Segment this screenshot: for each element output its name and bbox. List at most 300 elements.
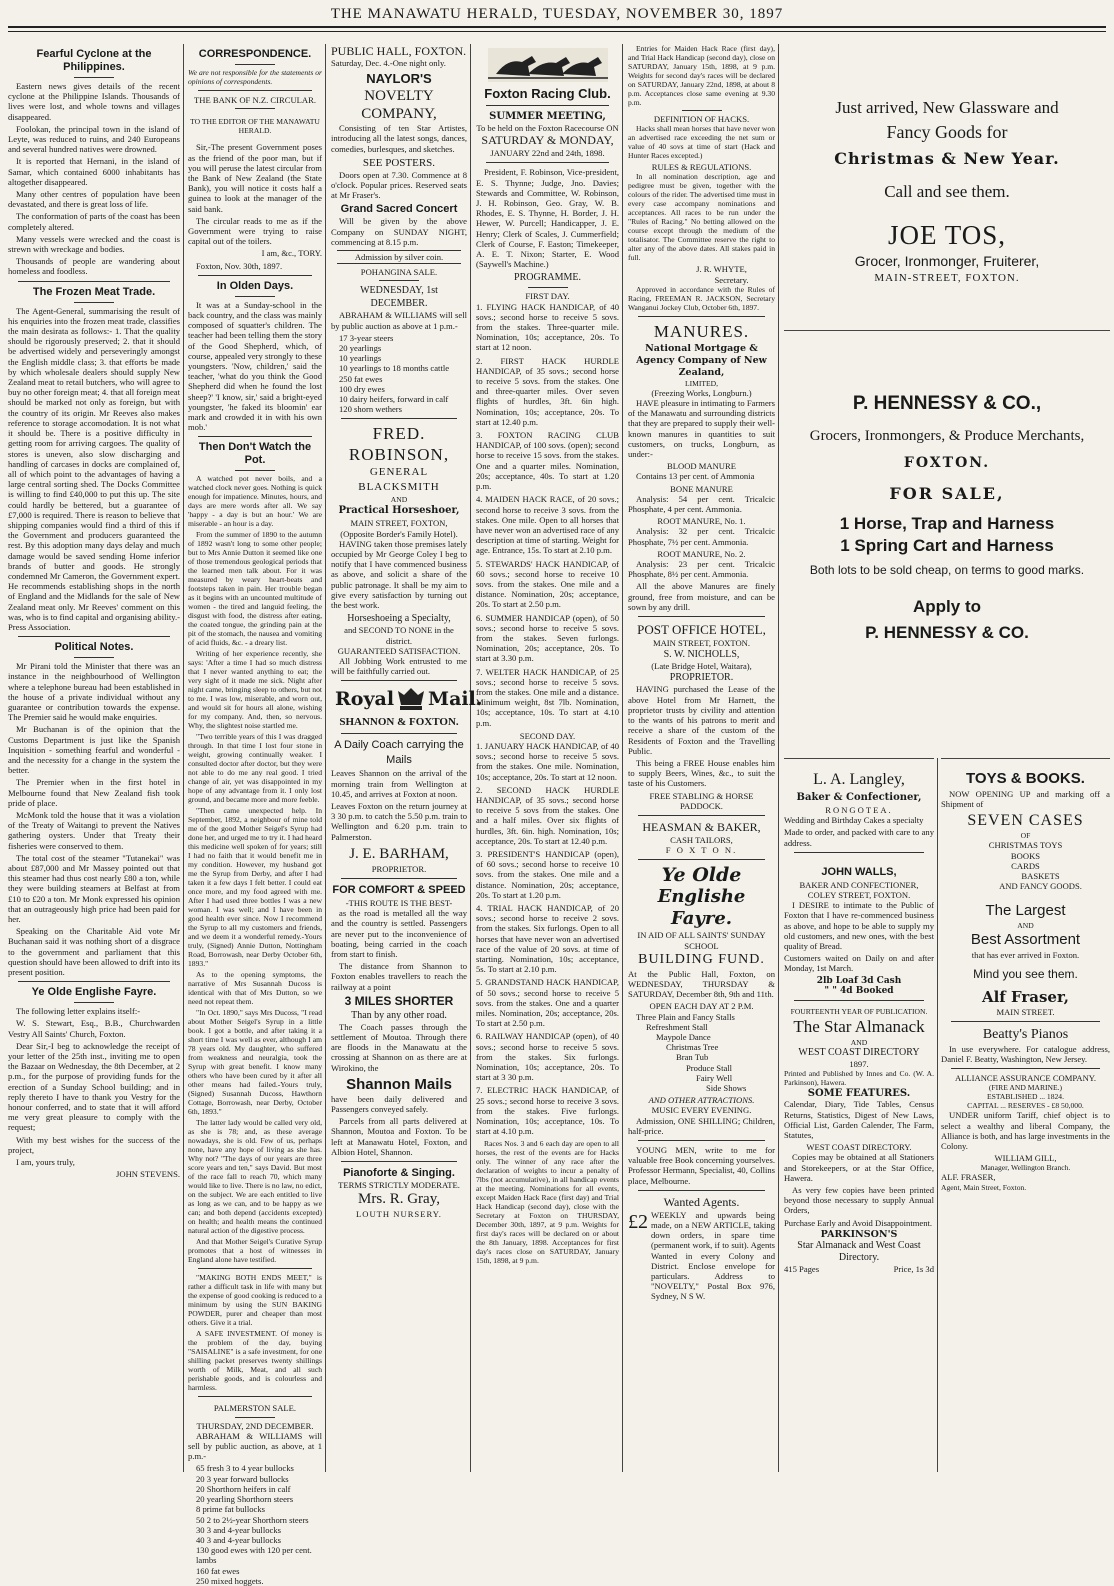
glassware-line1: Just arrived, New Glassware and xyxy=(835,98,1059,117)
article-paragraph: It is reported that Hernani, in the island of Samar, which contained 6000 inhabitants has altogether disappeared. xyxy=(8,156,180,187)
divider xyxy=(235,296,275,297)
proprietor-label: PROPRIETOR. xyxy=(371,863,427,874)
headline-cyclone: Fearful Cyclone at the Philippines. xyxy=(36,48,152,73)
article-paragraph: Writing of her experience recently, she says: 'After a time I had so much distress that I never wanted anything to eat; the very sight of it made me sick. Night after night came, bringing sleep to others, but not to me. I was low, miserable, and worn out, and would sit for hours all alone, wishing for my company. And, then, so nervous. Why, the slightest noise startled me. xyxy=(188,649,322,731)
first-day: FIRST DAY. xyxy=(525,291,570,302)
fayre-aid: IN AID OF ALL SAINTS' SUNDAY SCHOOL xyxy=(637,930,766,951)
terms-moderate: TERMS STRICTLY MODERATE. xyxy=(338,1180,460,1190)
column-divider-2 xyxy=(325,44,326,1472)
list-item: 250 mixed hoggets. xyxy=(196,1575,264,1586)
gill-title: Manager, Wellington Branch. xyxy=(980,1163,1071,1173)
manure-footer: All the above Manures are finely ground, free from moisture, and can be sown by any drill. xyxy=(628,581,775,612)
letter-address: TO THE EDITOR OF THE MANAWATU HERALD. xyxy=(190,116,320,135)
established: ESTABLISHED ... 1824. xyxy=(986,1092,1065,1102)
sacred-concert-text: Will be given by the above Company on SUNDAY NIGHT, commencing at 8.15 p.m. xyxy=(331,216,467,247)
naylor-title: NAYLOR'S xyxy=(366,71,432,87)
column-news xyxy=(8,44,180,1472)
christmas-new-year: Christmas & New Year. xyxy=(834,149,1060,168)
article-paragraph: McMonk told the house that it was a violation of the Treaty of Waitangi to prevent the Natives gathering oysters. Under that Treaty their fisheries were conserved to them. xyxy=(8,810,180,851)
royal-crest-icon xyxy=(394,685,428,713)
divider xyxy=(74,302,114,303)
post-office-hotel: POST OFFICE HOTEL, xyxy=(637,622,766,638)
list-item: Maypole Dance xyxy=(656,1031,711,1042)
list-item: 10 dairy heifers, forward in calf xyxy=(339,394,449,405)
road-text: as the road is metalled all the way and the country is settled. Passengers are never put to the inconvenience of boating, being carried in the coach from start to finish. xyxy=(331,908,467,959)
divider xyxy=(951,1021,1100,1022)
headline-olden-days: In Olden Days. xyxy=(216,279,294,292)
admission-note: Admission by silver coin. xyxy=(337,250,461,264)
list-item: 20 Shorthorn heifers in calf xyxy=(196,1483,291,1494)
article-paragraph: As to the opening symptoms, the narrative of Mrs Susannah Ducoss is identical with that of Mrs Dutton, so we need not repeat them. xyxy=(188,970,322,1007)
first-day-races xyxy=(476,302,619,728)
article-paragraph: From the summer of 1890 to the autumn of 1892 wasn't long to some other people; but to Mrs Annie Dutton it seemed like one of those tremendous geological periods that the learned men talk about. For it was measured by weary heart-beats and footsteps taken in pain. Her trouble began as it begins with an uncounted multitude of women - the tired and languid feeling, the disgust with food, the distress after eating, the coated tongue, the grinding pain at the pit of the stomach, the nausea and vomiting of acid fluids, &c. - a dreary list. xyxy=(188,530,322,648)
sacred-concert: Grand Sacred Concert xyxy=(340,203,458,216)
fayre-open: OPEN EACH DAY AT 2 P.M. xyxy=(649,1001,754,1012)
public-hall-title: PUBLIC HALL, FOXTON. xyxy=(331,44,467,58)
article-paragraph: The Agent-General, summarising the result of his enquiries into the frozen meat trade, classifies the main desirata as follows:- 1. That the quality should be rigorously preserved; 2. that it should be advertised widely and perseveringly amongst the English middle class; 3. that efforts be made by which wholesale dealers should supply New Zealand meat to retail butchers, who will agree to buy no other foreign meat; 4. that all foreign meat should be marked not only as foreign, but with the country of its origin. Mr Reeves also makes reference to storage accomodation. It is not what it should be. There is a positive difficulty in getting room for arriving cargoes. The quality of stores is uneven, also slow discharging and handling of carcases in docks are complained of, all of which point to the advantages of having a large central sorting shed. The Docks Committee is willing to find £40,000 to put this up. The site could hardly be bettered, but a guarantee of £7,000 is required. There is reason to believe that shipping companies would find a third of this if the Government and producers guaranteed the rest. By this adoption many days delay and much damage would be saved sending Home inferior brands of butter and goods. He strongly condemned Mr Cameron, the Government expert. He recommends establishing shops in the north of England and the Midlands for the sale of New Zealand meat only. Mr Reeves' comment on this was, who is to find capital and organising ability.- Press Association. xyxy=(8,305,180,632)
for-sale: FOR SALE, xyxy=(889,484,1005,503)
copies-text: Copies may be obtained at all Stationers and Storekeepers, or at the Star Office, Hawera. xyxy=(784,1152,934,1183)
race-entry: 7. ELECTRIC HACK HANDICAP, of 25 sovs.; second horse to receive 3 sovs. from the stakes. Five furlongs. Nomination, 10s; acceptance, 10s. To start at 4.10 p.m. xyxy=(476,1085,619,1137)
fred-text: HAVING taken those premises lately occupied by Mr George Coley I beg to notify that I have commenced business as above, and solicit a share of the public patronage. It shall be my aim to give every satisfaction by turning out the best work. xyxy=(331,538,467,611)
manure-analysis: Analysis: 54 per cent. Tricalcic Phosphate, 4 per cent. Ammonia. xyxy=(628,493,775,515)
walls-address: COLEY STREET, FOXTON. xyxy=(807,890,911,901)
divider xyxy=(951,1068,1100,1069)
column-ads-3 xyxy=(784,758,934,1472)
rules-title: RULES & REGULATIONS. xyxy=(651,162,752,173)
secretary-name: J. R. WHYTE, xyxy=(696,264,747,275)
music-evening: MUSIC EVERY EVENING. xyxy=(651,1105,752,1116)
race-entry: 1. FLYING HACK HANDICAP, of 40 sovs.; second horse to receive 5 sovs. from the stakes. Three-quarter mile. Nomination, 10s; acceptance, 20s. To start at 12 noon. xyxy=(476,301,619,353)
ye-olde: Ye Olde xyxy=(661,864,742,887)
divider xyxy=(528,287,568,288)
race-footnote: Races Nos. 3 and 6 each day are open to all horses, the rest of the events are for Hacks only. The winner of any race after the declaration of weights to incur a penalty of 7lbs (not accumulative), in all handicap events at the meeting. Nominations for all events, except Maiden Hack Race (first day) and Trial Hack Handicap (second day), close with the Secretary at Foxton on THURSDAY, December 30th, 1897, at 9 p.m. Weights for first day's races will be declared on or about the 8th January, 1898. Acceptances for first day's races close on SATURDAY, January 15th, 1898, at 9 p.m. xyxy=(476,1139,619,1266)
divider xyxy=(638,815,765,816)
langley-town: RONGOTEA. xyxy=(825,805,893,815)
divider xyxy=(794,852,924,853)
free-stabling: FREE STABLING & HORSE PADDOCK. xyxy=(649,790,754,811)
second-day: SECOND DAY. xyxy=(519,730,576,741)
divider xyxy=(18,281,170,282)
list-item: Fairy Well xyxy=(696,1072,733,1083)
article-paragraph: Eastern news gives details of the recent cyclone at the Philippine Islands. Thousands of lives were lost, and whole towns and villages disappeared. xyxy=(8,81,180,122)
almanack-year: 1897. xyxy=(849,1059,869,1070)
programme-title: PROGRAMME. xyxy=(514,272,581,284)
royal-mail-banner xyxy=(335,685,483,713)
race-days: SATURDAY & MONDAY, xyxy=(481,133,614,148)
article-paragraph: Mr Buchanan is of the opinion that the Customs Department is just like the Spanish Inquisition - something fearful and wonderful - and the necessity for a change in the system the better. xyxy=(8,724,180,776)
race-entry: 3. PRESIDENT'S HANDICAP (open), of 60 sovs.; second horse to receive 10 sovs. from the stakes. One mile and a distance. Nomination, 20s; acceptance, 20s. To start at 1.20 p.m. xyxy=(476,849,619,900)
wanted-text: WEEKLY and upwards being made, on a NEW ARTICLE, taking down orders, in spare time (permanent work, if to suit). Agents Wanted in every Colony and District. Enclose envelope for particulars. Address to "NOVELTY," Postal Box 976, Sydney, N S W. xyxy=(651,1209,775,1302)
advertisement-text: "MAKING BOTH ENDS MEET," is rather a difficult task in life with many but the expense of good cooking is reduced to a minimum by using the SUN BAKING POWDER, purer and cheaper than most others. Give it a trial. xyxy=(188,1273,322,1328)
fourteenth-year: FOURTEENTH YEAR OF PUBLICATION. xyxy=(790,1007,928,1017)
rules-text: In all nomination description, age and pedigree must be given, together with the colours of the rider. The advertised time must in every case accompany nominations and acceptances. All races to be run under the "Rules of Racing." No betting allowed on the course except through the medium of the totalisator. The Committee reserve the right to alter any of the above dates. All stakes paid in full. xyxy=(628,172,775,263)
naylor-description: Consisting of ten Star Artistes, introducing all the latest songs, dances, comedies, burlesques, and sketches. xyxy=(331,123,467,154)
joe-trades: Grocer, Ironmonger, Fruiterer, xyxy=(854,253,1040,269)
public-hall-date: Saturday, Dec. 4.-One night only. xyxy=(331,58,446,68)
hotel-text: HAVING purchased the Lease of the above Hotel from Mr Harnett, the proprietor trusts by civility and attention to the wants of his patrons to merit and receive a share of the custom of the Residents of Foxton and the Travelling Public. xyxy=(628,684,775,756)
article-paragraph: The circular reads to me as if the Government were trying to raise capital out of the toilers. xyxy=(188,215,322,247)
divider xyxy=(486,162,609,163)
hennessy-ad xyxy=(784,330,1110,644)
divider xyxy=(638,616,765,617)
call-see: Call and see them. xyxy=(884,182,1010,201)
divider xyxy=(198,90,312,91)
purchase-early: Purchase Early and Avoid Disappointment. xyxy=(784,1217,933,1228)
manure-name: ROOT MANURE, No. 2. xyxy=(657,548,746,559)
column-divider-5 xyxy=(778,44,779,1472)
manure-analysis: Contains 13 per cent. of Ammonia xyxy=(636,471,755,482)
apply-to: Apply to xyxy=(913,597,981,616)
palmerston-sale-date: THURSDAY, 2ND DECEMBER. xyxy=(196,1420,314,1431)
star-and: AND xyxy=(850,1038,868,1048)
article-paragraph: The total cost of the steamer "Tutanekai" was about £87,000 and Mr Massey pointed out that this steamer had thus cost nearly £80 a ton, while they were building steamers at Belfast at from £10 to £20 a ton. Mr Monk expressed his opinion that an outrageously high price had been paid for her. xyxy=(8,852,180,925)
masthead-rule-top xyxy=(8,26,1106,28)
article-paragraph: The following letter explains itself:- xyxy=(16,1006,141,1017)
baskets-label: BASKETS xyxy=(1021,871,1060,882)
racing-club-title: Foxton Racing Club. xyxy=(484,86,611,101)
list-item: 120 shorn wethers xyxy=(339,404,403,415)
column-correspondence xyxy=(188,44,322,1586)
headline-watch-pot: Then Don't Watch the Pot. xyxy=(198,441,312,467)
divider xyxy=(198,275,312,276)
article-paragraph: "In Oct. 1890," says Mrs Ducoss, "I read about Mother Seigel's Syrup in a little book. I got a bottle, and after taking it a short time I was well as ever, although I am 78 years old. My daughter, who suffered from weakness and neuralgia, took the Syrup with great benefit. I know many others who have been cured by it after all other means had failed.-Yours truly, (Signed) Susannah Ducoss, Hawthorn Cottage, Borrowash, near Derby, October 6th, 1893." xyxy=(188,1008,322,1117)
list-item: 50 2 to 2½-year Shorthorn steers xyxy=(196,1514,309,1525)
horse-trap: 1 Horse, Trap and Harness xyxy=(839,514,1055,533)
divider xyxy=(341,733,457,734)
manure-analysis: Analysis: 23 per cent. Tricalcic Phosphate, 8½ per cent. Ammonia. xyxy=(628,559,775,580)
manures-title: MANURES. xyxy=(653,321,750,341)
parkinsons: PARKINSON'S xyxy=(820,1228,898,1240)
royal-label: Royal xyxy=(335,688,395,711)
race-entry: 6. SUMMER HANDICAP (open), of 50 sovs.; second horse to receive 5 sovs. from the stakes. Seven furlongs. Nomination, 20s; acceptance, 20s. To start at 3.30 p.m. xyxy=(476,612,619,664)
entries-note: Entries for Maiden Hack Race (first day), and Trial Hack Handicap (second day), close on SATURDAY, January 15th, 1898, at 9 p.m. Weights for second day's races will be declared on SATURDAY, January 22nd, 1898, at about 8 p.m. Acceptances close same evening at 9.30 p.m. xyxy=(628,44,775,107)
second-day-races xyxy=(476,741,619,1137)
race-entry: 7. WELTER HACK HANDICAP, of 25 sovs.; second horse to receive 5 sovs. from the stakes. One mile and a distance. Minimum weight, 8st 7lb. Nomination, 10s; acceptance, 10s. To start at 4.10 p.m. xyxy=(476,666,619,728)
column-ads-1 xyxy=(331,44,483,1472)
article-paragraph: Dear Sir,-I beg to acknowledge the receipt of your letter of the 25th inst., inviting me to open the Bazaar on Wednesday, the 8th December, at 2 p.m., for the purpose of providing funds for the erection of a Sunday School building; and in reply thereto I have to thank you Vestry for the honour conferred, and to state that it will afford me very great pleasure to comply with the request; xyxy=(8,1040,180,1133)
race-entry: 1. JANUARY HACK HANDICAP, of 40 sovs.; second horse to receive 5 sovs. from the stakes. One mile. Nomination, 10s; acceptance, 20s. To start at 12 noon. xyxy=(476,740,619,782)
divider xyxy=(74,77,114,78)
article-paragraph: With my best wishes for the success of the project, xyxy=(8,1134,180,1155)
divider xyxy=(235,64,275,65)
divider xyxy=(18,981,170,982)
divider xyxy=(638,316,765,317)
almanack-footer xyxy=(784,1264,934,1274)
list-item: 20 yearlings xyxy=(339,343,382,354)
divider xyxy=(794,1000,924,1001)
manure-name: ROOT MANURE, No. 1. xyxy=(657,516,746,527)
fayre-admission: Admission, ONE SHILLING; Children, half-price. xyxy=(628,1115,775,1136)
and-label: AND xyxy=(1017,921,1034,931)
pohangina-text: ABRAHAM & WILLIAMS will sell by public auction as above at 1 p.m.- xyxy=(331,310,467,331)
fayre-venue: At the Public Hall, Foxton, on WEDNESDAY, THURSDAY & SATURDAY, December 8th, 9th and 11th. xyxy=(628,968,775,1000)
langley-name: L. A. Langley, xyxy=(813,771,905,788)
capital: CAPITAL ... RESERVES - £8 50,000. xyxy=(967,1101,1084,1111)
list-item: Side Shows xyxy=(706,1082,747,1093)
louth-nursery: LOUTH NURSERY. xyxy=(356,1209,442,1220)
article-paragraph: The Premier when in the first hotel in Melbourne found that New Zealand fish took pride of place. xyxy=(8,777,180,808)
walls-text: I DESIRE to intimate to the Public of Foxton that I have re-commenced business as above, and hope to be able to supply my old customers, and new ones, with the best quality of Bread. xyxy=(784,900,934,952)
divider xyxy=(638,859,765,860)
west-coast-directory: WEST COAST DIRECTORY xyxy=(798,1047,920,1059)
headline-fayre-letter: Ye Olde Englishe Fayre. xyxy=(31,986,157,999)
langley-made: Made to order, and packed with care to any address. xyxy=(784,827,934,848)
lots-note: Both lots to be sold cheap, on terms to good marks. xyxy=(809,563,1085,577)
racing-horses-icon xyxy=(488,48,608,82)
hotel-address: MAIN STREET, FOXTON. xyxy=(652,638,751,649)
hotel-proprietor-name: S. W. NICHOLLS, xyxy=(663,649,740,661)
freezing-works: (Freezing Works, Longburn.) xyxy=(651,387,752,398)
alf-fraser: Alf Fraser, xyxy=(981,987,1070,1006)
approved-note: Approved in accordance with the Rules of Racing, FREEMAN R. JACKSON, Secretary Wanganui Jockey Club, October 6th, 1897. xyxy=(628,284,775,312)
list-item: 20 3 year forward bullocks xyxy=(196,1473,289,1484)
manures-text: HAVE pleasure in intimating to Farmers of the Manawatu and surrounding districts that they are prepared to supply their well-known manures in quantities to suit customers, on trucks, Longburn, as under:- xyxy=(628,398,775,460)
manure-name: BLOOD MANURE xyxy=(667,461,736,472)
walls-name: JOHN WALLS, xyxy=(821,865,897,878)
star-almanack: The Star Almanack xyxy=(793,1017,925,1037)
list-item: 8 prime fat bullocks xyxy=(196,1504,265,1515)
list-item: 250 fat ewes xyxy=(339,373,383,384)
doors-info: Doors open at 7.30. Commence at 8 o'clock. Popular prices. Reserved seats at Mr Fraser's. xyxy=(331,169,467,201)
tailors-town: F O X T O N. xyxy=(665,845,738,856)
hennessy-trades: Grocers, Ironmongers, & Produce Merchants, xyxy=(809,428,1085,444)
wanted-agents: Wanted Agents. xyxy=(663,1194,740,1209)
column-divider-3 xyxy=(470,44,471,1472)
seven-cases: SEVEN CASES xyxy=(967,812,1084,830)
list-item: Bran Tub xyxy=(676,1052,709,1063)
list-item: 20 yearling Shorthorn steers xyxy=(196,1494,294,1505)
list-item: 130 good ewes with 120 per cent. lambs xyxy=(196,1545,312,1566)
hennessy-title: P. HENNESSY & CO., xyxy=(852,393,1042,414)
joe-tos: JOE TOS, xyxy=(887,220,1007,250)
parkinsons-title: Star Almanack and West Coast Directory. xyxy=(797,1240,921,1264)
pohangina-date: WEDNESDAY, 1st DECEMBER. xyxy=(360,285,438,310)
held-at: To be held on the Foxton Racecourse ON xyxy=(476,123,619,133)
letter-signature: JOHN STEVENS. xyxy=(116,1169,180,1180)
column-ads-4 xyxy=(941,758,1110,1472)
second-to-none: and SECOND TO NONE in the district. xyxy=(344,625,454,646)
list-item: Refreshment Stall xyxy=(646,1021,708,1032)
almanack-printer: Printed and Published by Innes and Co. (W. A. Parkinson), Hawera. xyxy=(784,1069,934,1088)
practical-horseshoer: Practical Horseshoer, xyxy=(338,505,460,517)
column-ads-2 xyxy=(628,44,775,1472)
list-item: 65 fresh 3 to 4 year bullocks xyxy=(196,1463,294,1474)
beatty-pianos: Beatty's Pianos xyxy=(982,1026,1069,1042)
langley-trade: Baker & Confectioner, xyxy=(796,792,922,803)
column-divider-6 xyxy=(937,758,938,1472)
article-paragraph: "Two terrible years of this I was dragged through. In that time I lost four stone in weight, growing continually weaker. I consulted doctor after doctor, but they were not able to do me any real good. I tried change of air, yet was disappointed in my hope of any advantage from it. I only lost ground, and became more and more feeble. xyxy=(188,732,322,805)
glassware-ad xyxy=(784,96,1110,286)
comfort-speed: FOR COMFORT & SPEED xyxy=(332,883,466,896)
race-entry: 4. TRIAL HACK HANDICAP, of 20 sovs.; second horse to receive 2 sovs. from the stakes. Six furlongs. Open to all horses that have never won an advertised race of the value of 20 sovs. at time of starting. Nomination, 10s; acceptance, 5s. To start at 2.10 p.m. xyxy=(476,903,619,975)
divider xyxy=(198,1268,312,1269)
list-item: Christmas Tree xyxy=(666,1042,719,1053)
list-item: 40 3 and 4-year bullocks xyxy=(196,1534,281,1545)
column-divider-1 xyxy=(183,44,184,1472)
jobbing-work: All Jobbing Work entrusted to me will be faithfully carried out. xyxy=(331,655,467,677)
divider xyxy=(682,110,722,111)
gill-name: WILLIAM GILL, xyxy=(994,1153,1057,1164)
loaf-cash: 2lb Loaf 3d Cash xyxy=(816,975,902,986)
almanack-price: Price, 1s 3d xyxy=(893,1264,934,1275)
daily-coach: A Daily Coach carrying the Mails xyxy=(334,739,464,767)
alf-street: MAIN STREET. xyxy=(996,1006,1055,1017)
loaf-booked: " " 4d Booked xyxy=(824,985,894,996)
race-entry: 2. SECOND HACK HURDLE HANDICAP, of 35 sovs.; second horse to receive 5 sovs from the stakes. One and a half miles. Over six flights of hurdles, 3ft. 6in. high. Nomination, 10s; acceptance, 20s. To start at 12.40 p.m. xyxy=(476,784,619,846)
divider xyxy=(638,1190,765,1191)
hennessy-town: FOXTON. xyxy=(903,455,991,471)
alliance-agent-name: ALF. FRASER, xyxy=(941,1172,996,1183)
almanack-pages: 415 Pages xyxy=(784,1264,820,1275)
pohangina-title: POHANGINA SALE. xyxy=(360,267,438,278)
fred-address: MAIN STREET, FOXTON, xyxy=(350,518,448,529)
books-label: BOOKS xyxy=(1010,850,1041,861)
best-route: -THIS ROUTE IS THE BEST- xyxy=(345,897,453,908)
miles-shorter: 3 MILES SHORTER xyxy=(344,993,454,1008)
coach-schedule: Leaves Shannon on the arrival of the morning train from Wellington at 10.45, and arrives at Foxton at noon. xyxy=(331,768,467,799)
article-paragraph: A watched pot never boils, and a watched clock never goes. Nothing is quick enough for impatience. Minutes, hours, and days are mere words after all. We say 'happy - a day is but an hour.' We are miserable - an hour is a day. xyxy=(188,474,322,529)
list-item: 30 3 and 4-year bullocks xyxy=(196,1524,281,1535)
hotel-proprietor-label: PROPRIETOR. xyxy=(669,672,734,684)
article-paragraph: And that Mother Seigel's Curative Syrup promotes that a host of witnesses in England alone have testified. xyxy=(188,1237,322,1265)
divider xyxy=(198,436,312,437)
fayre-stalls xyxy=(636,1012,775,1094)
ever-arrived: that has ever arrived in Foxton. xyxy=(971,950,1080,961)
list-item: Three Plain and Fancy Stalls xyxy=(636,1011,735,1022)
race-entry: 2. FIRST HACK HURDLE HANDICAP, of 35 sovs.; second horse to receive 5 sovs. from the stakes. One and three-quarter miles. Over seven flights of hurdles, 3ft. 6in high. Nomination, 10s; acceptance, 20s. To start at 12.40 p.m. xyxy=(476,355,619,427)
masthead: THE MANAWATU HERALD, TUESDAY, NOVEMBER 30, 1897 xyxy=(330,6,784,22)
manure-analysis: Analysis: 32 per cent. Tricalcic Phosphate, 7½ per cent. Ammonia. xyxy=(628,526,775,547)
divider xyxy=(341,680,457,681)
divider xyxy=(74,657,114,658)
column-divider-4 xyxy=(622,44,623,1472)
distance-text: The distance from Shannon to Foxton enables travellers to reach the railway at a point xyxy=(331,961,467,992)
alliance-text: UNDER uniform Tariff, chief object is to select a wealthy and liberal Company, the Alliance is both, and has large investments in the Colony. xyxy=(941,1110,1110,1152)
spring-cart: 1 Spring Cart and Harness xyxy=(840,536,1054,555)
disclaimer: We are not responsible for the statements or opinions of correspondents. xyxy=(188,68,322,86)
parcels-text: Parcels from all parts delivered at Shannon, Moutoa and Foxton. To be left at Manawatu Hotel, Foxton, and Albion Hotel, Shannon. xyxy=(331,1116,467,1157)
divider xyxy=(341,418,457,419)
divider xyxy=(235,470,275,471)
headline-correspondence: CORRESPONDENCE. xyxy=(198,48,312,60)
article-paragraph: Sir,-The present Government poses as the friend of the poor man, but if you will peruse the latest circular from the Bank of New Zealand (the State Bank), you will notice it costs half a guinea to look at the manager of the said bank. xyxy=(188,142,322,214)
langley-cakes: Wedding and Birthday Cakes a specialty xyxy=(784,815,924,826)
article-paragraph: Many vessels were wrecked and the coast is strewn with wreckage and bodies. xyxy=(8,233,180,255)
christmas-toys: CHRISTMAS TOYS xyxy=(988,840,1063,851)
wcd-label: WEST COAST DIRECTORY. xyxy=(806,1142,912,1153)
divider xyxy=(235,108,275,109)
list-item: 160 fat ewes xyxy=(196,1565,240,1576)
fire-marine: (FIRE AND MARINE.) xyxy=(988,1083,1063,1093)
article-paragraph: Foolokan, the principal town in the island of Leyte, was reduced to ruins, and 240 Europeans and several hundred natives were drowned. xyxy=(8,123,180,155)
letter-signature: I am, &c., TORY. xyxy=(261,248,322,259)
horseshoeing-specialty: Horseshoeing a Specialty, xyxy=(347,613,451,625)
building-fund: BUILDING FUND. xyxy=(638,951,765,967)
barham-name: J. E. BARHAM, xyxy=(349,845,449,862)
alliance-title: ALLIANCE ASSURANCE COMPANY. xyxy=(954,1073,1097,1084)
beatty-text: In use everywhere. For catalogue address, Daniel F. Beatty, Washington, New Jersey. xyxy=(941,1043,1110,1065)
list-item: 10 yearlings to 18 months cattle xyxy=(339,363,450,374)
coach-return: Leaves Foxton on the return journey at 3 30 p.m. to catch the 5.50 p.m. train to Wellington and 6.20 p.m. train to Palmerston. xyxy=(331,800,467,842)
walls-trade: BAKER AND CONFECTIONER, xyxy=(799,879,919,890)
race-entry: 4. MAIDEN HACK RACE, of 20 sovs.; second horse to receive 3 sovs. from the stakes. One mile. Open to all horses that have never won an advertised race of any description at time of starting. Weight for age. Entrance, 15s. To start at 2.10 p.m. xyxy=(476,494,619,556)
column-racing xyxy=(476,44,619,1472)
race-entry: 5. GRANDSTAND HACK HANDICAP, of 50 sovs.; second horse to receive 5 sovs. from the stakes. One and a quarter miles. Nomination, 20s; acceptance, 20s. To start at 2.50 p.m. xyxy=(476,977,619,1029)
hennessy-footer: P. HENNESSY & CO. xyxy=(865,623,1029,642)
general-blacksmith: GENERAL BLACKSMITH xyxy=(358,466,440,494)
list-item: 17 3-year steers xyxy=(339,332,394,343)
divider xyxy=(486,105,609,106)
some-features: SOME FEATURES. xyxy=(807,1088,911,1100)
young-men-ad: YOUNG MEN, write to me for valuable free Book concerning yourselves. Professor Hermann, Specialist, 40, Collins place, Melbourne. xyxy=(628,1144,775,1186)
features-text: Calendar, Diary, Tide Tables, Census Returns, Statistics, Digest of New Laws, Official List, Garden Calender, The Farm, Statutes, xyxy=(784,1099,934,1141)
walls-customers: Customers waited on Daily on and after Monday, 1st March. xyxy=(784,953,934,974)
shannon-foxton: SHANNON & FOXTON. xyxy=(339,716,459,729)
headline-bank-circular: THE BANK OF N.Z. CIRCULAR. xyxy=(194,95,316,105)
hotel-text: This being a FREE House enables him to supply Beers, Wines, &c., to suit the taste of his Customers. xyxy=(628,757,775,789)
coach-text: The Coach passes through the settlement of Moutoa. Through there are floods in the Manawatu at the crossing at Shannon on as there are at Wirokino, the xyxy=(331,1021,467,1073)
palmerston-sale-text: ABRAHAM & WILLIAMS will sell by public auction, as above, at 1 p.m.- xyxy=(188,1430,322,1462)
cash-tailors: CASH TAILORS, xyxy=(670,834,733,845)
of-label: OF xyxy=(1020,831,1031,841)
divider xyxy=(18,636,170,637)
stock-list xyxy=(339,333,467,415)
advertisement-text: A SAFE INVESTMENT. Of money is the problem of the day, buying "SAISALINE" is a safe investment, for one shilling packet preserves twenty shillings worth of Milk, Meat, and all such perishable goods, and is colourless and harmless. xyxy=(188,1329,322,1393)
divider xyxy=(638,1140,765,1141)
shannon-mails: Shannon Mails xyxy=(346,1075,452,1093)
article-paragraph: W. S. Stewart, Esq., B.B., Churchwarden Vestry All Saints' Church, Foxton. xyxy=(8,1018,180,1039)
fred-address-note: (Opposite Border's Family Hotel). xyxy=(340,528,458,539)
cards-label: CARDS xyxy=(1011,860,1040,871)
few-copies-text: As very few copies have been printed beyond those necessary to supply Annual Orders, xyxy=(784,1185,934,1216)
list-item: 10 yearlings xyxy=(339,353,382,364)
shannon-mails-text: have been daily delivered and Passengers conveyed safely. xyxy=(331,1093,467,1114)
limited-label: LIMITED, xyxy=(684,378,719,388)
heasman-baker: HEASMAN & BAKER, xyxy=(642,819,761,834)
race-entry: 6. RAILWAY HANDICAP (open), of 40 sovs.; second horse to receive 5 sovs. from the stakes. Six furlongs. Nomination, 10s; acceptance, 20s. To start at 3 30 p.m. xyxy=(476,1031,619,1083)
stock-list xyxy=(196,1463,322,1585)
and-label: AND xyxy=(390,495,408,505)
national-mortgage: National Mortgage & Agency Company of New Zealand, xyxy=(636,342,767,378)
mind-you: Mind you see them. xyxy=(973,966,1078,981)
divider xyxy=(341,878,457,879)
mrs-gray: Mrs. R. Gray, xyxy=(358,1191,440,1208)
divider xyxy=(341,1161,457,1162)
race-dates: JANUARY 22nd and 24th, 1898. xyxy=(490,148,605,159)
divider xyxy=(74,1002,114,1003)
club-officers: President, F. Robinson, Vice-president, E. S. Thynne; Judge, Jno. Davies; Stewards and Committee, W. Robinson, J. H. Robinson, Geo. Gray, W. B. Rhodes, E. S. Thynne, H. Border, J. H. Hewer, W. Purcell; Handicapper, J. E. Henry; Clerk of Scales, J. Cummerfield; Clerk of Course, F. Easton; Timekeeper, A. E. T. Nixon; Starter, E. Wood (Saywell's Machine.) xyxy=(476,167,619,270)
list-item: 100 dry ewes xyxy=(339,383,385,394)
glassware-line2: Fancy Goods for xyxy=(886,122,1008,142)
guaranteed: GUARANTEED SATISFACTION. xyxy=(337,645,461,656)
letter-date: Foxton, Nov. 30th, 1897. xyxy=(196,260,283,271)
fred-robinson: FRED. ROBINSON, xyxy=(348,424,450,465)
divider xyxy=(235,1417,275,1418)
list-item: Produce Stall xyxy=(686,1062,733,1073)
article-paragraph: "Then came unexpected help. In September, 1892, a neighbour of mine told me of the good Mother Seigel's Syrup had done her, and urged me to try it. I had heard this medicine well spoken of for years; still I had no faith that it would benefit me in my condition. However, my husband got me the Syrup from Derby, and after I had taken it a few days I felt better. I could eat once more, and my food agreed with me. After I had used three bottles I was a new woman. I was well; and I have been in good health ever since. Now I recommend the Syrup to all my customers and friends, and we deem it a wonderful remedy.-Yours truly, (Signed) Annie Dutton, Nottingham Road, Borrowash, near Derby October 6th, 1893." xyxy=(188,806,322,969)
definition-text: Hacks shall mean horses that have never won an advertised race exceeding the net sum or value of 40 sovs at time of start (Hack and Hunter Races excepted.) xyxy=(628,124,775,161)
wanted-body xyxy=(628,1210,775,1304)
race-entry: 3. FOXTON RACING CLUB HANDICAP, of 100 sovs. (open); second horse to receive 15 sovs. from the stakes. One and a quarter miles. Nomination, 20s; acceptance, 40s. To start at 1.20 p.m. xyxy=(476,430,619,492)
headline-political-notes: Political Notes. xyxy=(54,641,134,654)
definition-title: DEFINITION OF HACKS. xyxy=(653,114,750,124)
race-entry: 5. STEWARDS' HACK HANDICAP, of 60 sovs.; second horse to receive 10 sovs. from the stakes. One mile and a distance. Nomination, 20s; acceptance, 20s. To start at 2.50 p.m. xyxy=(476,558,619,610)
hotel-former: (Late Bridge Hotel, Waitara), xyxy=(651,661,752,672)
article-paragraph: It was at a Sunday-school in the back country, and the class was mainly composed of squatter's children. The teacher had been telling them the story of the Good Shepherd, which, of course, appealed very strongly to these youngsters. 'Now, children,' said the teacher, 'what do you think the Good Shepherd did when he found the lost sheep?' 'I know, sir,' said a bright-eyed youngster, 'he faked its bloomin' ear mark and crowded it in with his own mob.' xyxy=(188,299,322,433)
headline-frozen-meat: The Frozen Meat Trade. xyxy=(32,285,156,298)
best-assortment: Best Assortment xyxy=(970,931,1081,949)
